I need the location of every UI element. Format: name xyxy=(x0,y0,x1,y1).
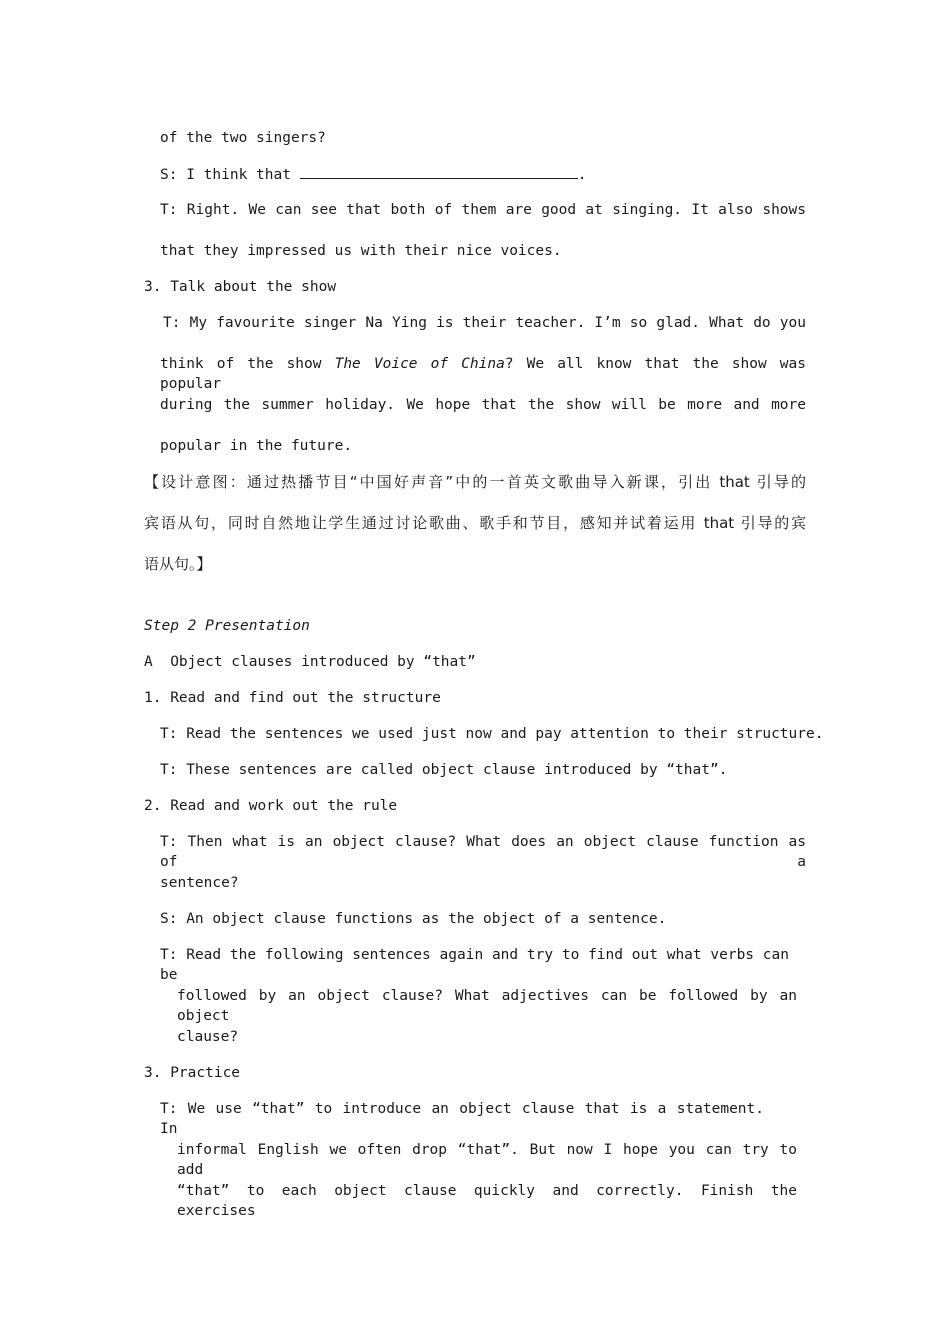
text-line: T: These sentences are called object clause introduced by “that”. xyxy=(160,762,728,778)
text-line: T: Right. We can see that both of them are good at singing. It also shows xyxy=(160,202,806,218)
design-note-line: 语从句。】 xyxy=(144,555,212,573)
text-segment: ? We all know that the show was popular xyxy=(160,356,806,392)
text-line xyxy=(160,354,806,394)
design-note-line: 【设计意图：通过热播节目“中国好声音”中的一首英文歌曲导入新课，引出 that 引导的 xyxy=(144,473,806,491)
section-heading: 3. Talk about the show xyxy=(144,279,337,295)
answer-blank[interactable] xyxy=(300,164,578,179)
text-line: of the two singers? xyxy=(160,130,326,146)
text-line: followed by an object clause? What adjectives can be followed by an object xyxy=(177,988,797,1024)
section-heading: 3. Practice xyxy=(144,1065,241,1081)
text-line: T: My favourite singer Na Ying is their teacher. I’m so glad. What do you xyxy=(163,315,806,331)
text-line: during the summer holiday. We hope that the show will be more and more xyxy=(160,397,806,413)
section-heading: A Object clauses introduced by “that” xyxy=(144,654,476,670)
section-heading: 1. Read and find out the structure xyxy=(144,690,441,706)
show-title: The Voice of China xyxy=(334,356,505,372)
text-line: popular in the future. xyxy=(160,438,353,454)
text-line: S: An object clause functions as the object of a sentence. xyxy=(160,911,667,927)
design-note-line: 宾语从句，同时自然地让学生通过讨论歌曲、歌手和节目，感知并试着运用 that 引导的宾 xyxy=(144,514,806,532)
text-line: clause? xyxy=(177,1029,239,1045)
text-segment: S: I think that xyxy=(160,167,300,183)
text-line: T: Read the following sentences again and try to find out what verbs can be xyxy=(160,947,789,983)
step-heading: Step 2 Presentation xyxy=(144,618,310,634)
text-line: informal English we often drop “that”. But now I hope you can try to add xyxy=(177,1142,797,1178)
section-heading: 2. Read and work out the rule xyxy=(144,798,398,814)
text-line: T: Then what is an object clause? What does an object clause function as of a xyxy=(160,834,806,870)
text-line: sentence? xyxy=(160,875,239,891)
text-segment: . xyxy=(577,167,587,183)
text-line: that they impressed us with their nice voices. xyxy=(160,243,562,259)
text-segment: think of the show xyxy=(160,356,335,372)
student-answer-line xyxy=(160,164,586,185)
text-line: T: Read the sentences we used just now and pay attention to their structure. xyxy=(160,726,824,742)
text-line: T: We use “that” to introduce an object clause that is a statement. In xyxy=(160,1101,764,1137)
text-line: “that” to each object clause quickly and correctly. Finish the exercises xyxy=(177,1183,797,1219)
